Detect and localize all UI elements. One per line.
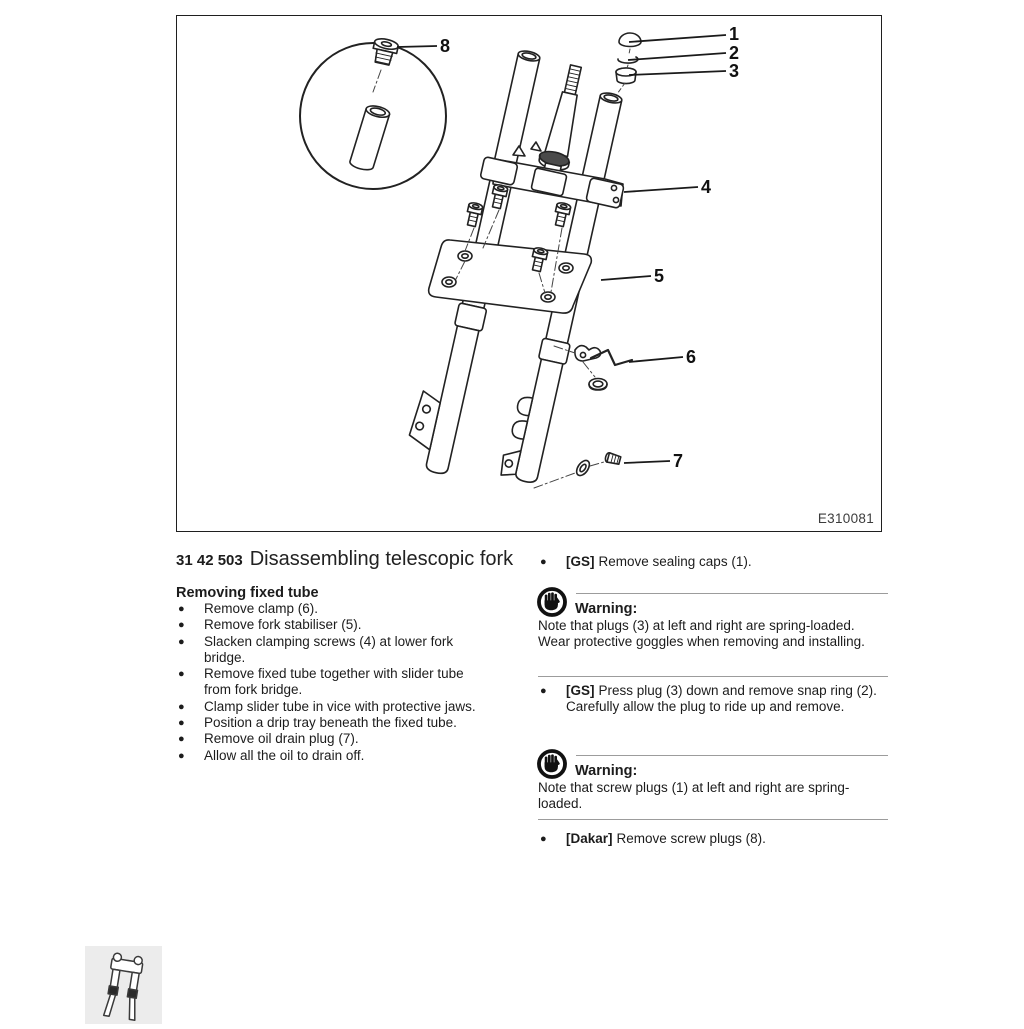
bullet-icon: ● <box>178 733 185 746</box>
left-heading: Removing fixed tube <box>176 585 319 601</box>
bullet-icon: ● <box>540 556 547 568</box>
section-title <box>176 548 576 571</box>
callout-4: 4 <box>701 177 712 197</box>
figure-code: E310081 <box>817 511 874 526</box>
divider <box>576 593 888 594</box>
warning-box <box>538 586 888 677</box>
callout-7: 7 <box>673 451 684 471</box>
warning-hand-icon <box>536 586 568 618</box>
callout-8: 8 <box>440 36 451 56</box>
list-item: ● [GS] Press plug (3) down and remove snap ring (2). Carefully allow the plug to ride up and remove. <box>540 683 877 715</box>
bullet-icon: ● <box>178 635 185 648</box>
variant-tag: [GS] <box>566 554 595 569</box>
bullet-icon: ● <box>178 603 185 615</box>
list-item: ● Allow all the oil to drain off. <box>178 747 365 763</box>
list-item: ● Position a drip tray beneath the fixed tube. <box>178 715 457 731</box>
bullet-icon: ● <box>178 700 185 713</box>
bullet-icon: ● <box>178 717 185 730</box>
thumbnail-fork-icon <box>85 946 162 1024</box>
warning-text: Note that screw plugs (1) at left and right are spring-loaded. <box>538 780 850 812</box>
list-item: ● [GS] Remove sealing caps (1). <box>540 554 752 569</box>
list-item: ● Clamp slider tube in vice with protective jaws. <box>178 698 476 714</box>
bullet-icon: ● <box>178 619 185 632</box>
variant-tag: [Dakar] <box>566 831 613 846</box>
divider <box>538 676 888 677</box>
figure-frame <box>176 15 882 532</box>
list-item: ● [Dakar] Remove screw plugs (8). <box>540 831 766 846</box>
list-item: ● Slacken clamping screws (4) at lower fork bridge. <box>178 633 454 665</box>
callout-2: 2 <box>729 43 740 63</box>
warning-hand-icon <box>536 748 568 780</box>
bullet-icon: ● <box>540 833 547 845</box>
divider <box>576 755 888 756</box>
callout-1: 1 <box>729 24 740 44</box>
warning-label: Warning: <box>575 763 638 779</box>
list-item: ● Remove clamp (6). <box>178 601 319 616</box>
procedure-list <box>176 601 494 764</box>
list-item: ● Remove fork stabiliser (5). <box>178 617 362 633</box>
list-item: ● Remove fixed tube together with slider tube from fork bridge. <box>178 666 464 698</box>
callout-6: 6 <box>686 347 697 367</box>
callout-3: 3 <box>729 61 740 81</box>
fork-illustration-icon <box>177 16 880 530</box>
warning-text: Note that plugs (3) at left and right are spring-loaded. Wear protective goggles when removing and installing. <box>538 618 865 650</box>
job-code: 31 42 503 <box>176 552 243 569</box>
page-title: Disassembling telescopic fork <box>249 548 514 570</box>
callout-5: 5 <box>654 266 665 286</box>
bullet-icon: ● <box>540 685 547 697</box>
warning-label: Warning: <box>575 601 638 617</box>
bullet-icon: ● <box>178 668 185 681</box>
fork-thumbnail <box>85 946 162 1024</box>
list-item: ● Remove oil drain plug (7). <box>178 731 359 747</box>
variant-tag: [GS] <box>566 683 595 698</box>
divider <box>538 819 888 820</box>
warning-box <box>538 748 888 820</box>
bullet-icon: ● <box>178 749 185 762</box>
